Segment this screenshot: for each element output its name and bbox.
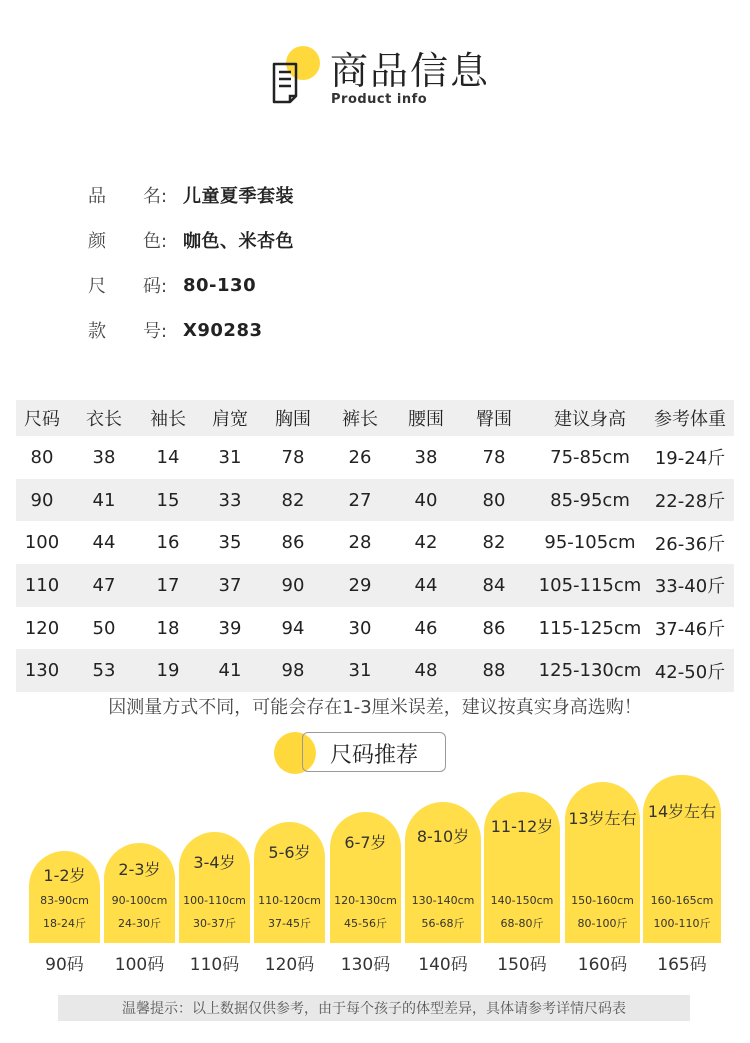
card-size-label: 100码 xyxy=(114,955,165,975)
card-height: 100-110cm xyxy=(183,894,246,907)
table-cell: 53 xyxy=(92,660,116,682)
table-header-cell: 袖长 xyxy=(150,409,186,430)
card-height: 90-100cm xyxy=(111,894,168,907)
card-age: 2-3岁 xyxy=(118,860,161,879)
table-cell: 90 xyxy=(281,574,305,596)
table-cell: 42-50斤 xyxy=(654,661,726,683)
table-cell: 35 xyxy=(218,532,242,554)
table-header-cell: 腰围 xyxy=(408,409,444,430)
card-age: 1-2岁 xyxy=(43,866,86,885)
card-height: 130-140cm xyxy=(411,894,475,907)
table-cell: 31 xyxy=(348,660,372,682)
table-row xyxy=(16,649,734,692)
table-cell: 105-115cm xyxy=(538,574,642,596)
size-card xyxy=(484,792,560,943)
table-header-cell: 参考体重 xyxy=(654,409,726,430)
info-value: X90283 xyxy=(183,319,263,341)
recommend-title: 尺码推荐 xyxy=(330,743,419,768)
card-age: 13岁左右 xyxy=(568,809,637,828)
table-cell: 18 xyxy=(156,617,180,639)
table-cell: 17 xyxy=(156,574,180,596)
card-age: 8-10岁 xyxy=(416,827,470,846)
table-cell: 44 xyxy=(92,532,116,554)
card-size-label: 120码 xyxy=(264,955,315,975)
table-cell: 46 xyxy=(414,617,438,639)
table-header-cell: 建议身高 xyxy=(554,409,626,430)
table-cell: 94 xyxy=(281,617,305,639)
table-cell: 85-95cm xyxy=(550,489,630,511)
table-cell: 82 xyxy=(482,532,506,554)
table-cell: 33-40斤 xyxy=(654,576,726,598)
table-row xyxy=(16,607,734,650)
info-value: 咖色、米杏色 xyxy=(183,231,294,252)
table-cell: 82 xyxy=(281,489,305,511)
card-height: 140-150cm xyxy=(490,894,554,907)
size-card xyxy=(179,832,250,943)
table-cell: 120 xyxy=(24,617,60,639)
table-cell: 88 xyxy=(482,660,506,682)
table-cell: 125-130cm xyxy=(538,660,642,682)
table-cell: 100 xyxy=(24,532,60,554)
info-value: 80-130 xyxy=(183,274,257,296)
table-row xyxy=(16,436,734,479)
card-weight: 30-37斤 xyxy=(193,917,236,930)
card-age: 11-12岁 xyxy=(490,817,554,836)
table-header-cell: 臀围 xyxy=(476,409,512,430)
card-age: 3-4岁 xyxy=(193,853,236,872)
card-age: 5-6岁 xyxy=(268,843,311,862)
table-cell: 19 xyxy=(156,660,180,682)
page-title: 商品信息 xyxy=(330,49,491,93)
table-cell: 27 xyxy=(348,489,372,511)
info-key: 号: xyxy=(143,321,168,342)
table-cell: 86 xyxy=(281,532,305,554)
card-size-label: 130码 xyxy=(340,955,391,975)
document-icon xyxy=(268,58,304,106)
info-row-size xyxy=(88,273,256,297)
table-cell: 41 xyxy=(92,489,116,511)
table-cell: 26-36斤 xyxy=(654,533,726,555)
table-cell: 29 xyxy=(348,574,372,596)
table-cell: 78 xyxy=(281,446,305,468)
tips-bar: 温馨提示：以上数据仅供参考，由于每个孩子的体型差异，具体请参考详情尺码表 xyxy=(58,995,690,1021)
table-row xyxy=(16,564,734,607)
info-row-color xyxy=(88,228,294,252)
table-header-cell: 肩宽 xyxy=(212,409,248,430)
table-cell: 30 xyxy=(348,617,372,639)
table-cell: 19-24斤 xyxy=(654,448,726,470)
size-table xyxy=(16,400,734,692)
page-subtitle: Product info xyxy=(331,92,428,107)
table-cell: 90 xyxy=(30,489,54,511)
table-row xyxy=(16,479,734,522)
card-weight: 80-100斤 xyxy=(577,917,628,930)
table-cell: 40 xyxy=(414,489,438,511)
table-cell: 41 xyxy=(218,660,242,682)
card-weight: 18-24斤 xyxy=(43,917,86,930)
table-header-cell: 尺码 xyxy=(24,409,60,430)
card-height: 160-165cm xyxy=(650,894,714,907)
table-cell: 33 xyxy=(218,489,242,511)
info-row-name xyxy=(88,183,294,207)
table-cell: 86 xyxy=(482,617,506,639)
table-cell: 115-125cm xyxy=(538,617,642,639)
size-card xyxy=(29,851,100,943)
card-size-label: 110码 xyxy=(189,955,240,975)
table-header-cell: 裤长 xyxy=(342,409,378,430)
card-height: 120-130cm xyxy=(334,894,397,907)
info-key: 名: xyxy=(143,186,168,207)
size-card xyxy=(643,775,721,943)
table-header-cell: 胸围 xyxy=(275,409,311,430)
card-size-label: 160码 xyxy=(577,955,628,975)
table-row xyxy=(16,521,734,564)
table-cell: 16 xyxy=(156,532,180,554)
table-cell: 38 xyxy=(414,446,438,468)
info-value: 儿童夏季套装 xyxy=(183,186,294,207)
table-cell: 37-46斤 xyxy=(654,619,726,641)
table-cell: 48 xyxy=(414,660,438,682)
table-cell: 31 xyxy=(218,446,242,468)
table-cell: 84 xyxy=(482,574,506,596)
table-cell: 130 xyxy=(24,660,60,682)
card-weight: 56-68斤 xyxy=(421,917,465,930)
size-card xyxy=(104,843,175,943)
table-cell: 110 xyxy=(24,574,60,596)
info-row-style xyxy=(88,318,263,342)
table-cell: 42 xyxy=(414,532,438,554)
table-cell: 95-105cm xyxy=(544,532,636,554)
card-height: 83-90cm xyxy=(40,894,89,907)
card-weight: 68-80斤 xyxy=(500,917,544,930)
table-cell: 80 xyxy=(30,446,54,468)
size-card xyxy=(254,822,325,943)
table-cell: 28 xyxy=(348,532,372,554)
table-cell: 78 xyxy=(482,446,506,468)
table-cell: 50 xyxy=(92,617,116,639)
table-cell: 15 xyxy=(156,489,180,511)
card-size-label: 90码 xyxy=(45,955,84,975)
card-size-label: 150码 xyxy=(497,955,547,975)
size-card xyxy=(405,802,481,943)
card-size-label: 165码 xyxy=(657,955,707,975)
info-key: 品 xyxy=(88,186,106,207)
card-weight: 24-30斤 xyxy=(118,917,161,930)
card-age: 6-7岁 xyxy=(344,833,387,852)
card-age: 14岁左右 xyxy=(647,802,717,821)
info-key: 颜 xyxy=(88,231,106,252)
card-size-label: 140码 xyxy=(418,955,468,975)
table-cell: 26 xyxy=(348,446,372,468)
table-cell: 44 xyxy=(414,574,438,596)
table-cell: 37 xyxy=(218,574,242,596)
table-header-row xyxy=(16,400,734,436)
card-height: 110-120cm xyxy=(258,894,321,907)
table-header-cell: 衣长 xyxy=(86,409,122,430)
table-cell: 75-85cm xyxy=(550,446,630,468)
info-key: 款 xyxy=(88,321,106,342)
measurement-note: 因测量方式不同，可能会存在1-3厘米误差，建议按真实身高选购！ xyxy=(108,697,642,718)
card-weight: 37-45斤 xyxy=(268,917,311,930)
table-cell: 14 xyxy=(156,446,180,468)
info-key: 码: xyxy=(143,276,168,297)
table-cell: 38 xyxy=(92,446,116,468)
table-cell: 98 xyxy=(281,660,305,682)
info-key: 尺 xyxy=(88,276,106,297)
table-cell: 47 xyxy=(92,574,116,596)
size-card xyxy=(565,782,640,943)
table-cell: 80 xyxy=(482,489,506,511)
card-weight: 100-110斤 xyxy=(653,917,711,930)
table-cell: 39 xyxy=(218,617,242,639)
card-height: 150-160cm xyxy=(571,894,634,907)
card-weight: 45-56斤 xyxy=(344,917,387,930)
info-key: 色: xyxy=(143,231,168,252)
table-cell: 22-28斤 xyxy=(654,491,726,513)
size-card xyxy=(330,812,401,943)
